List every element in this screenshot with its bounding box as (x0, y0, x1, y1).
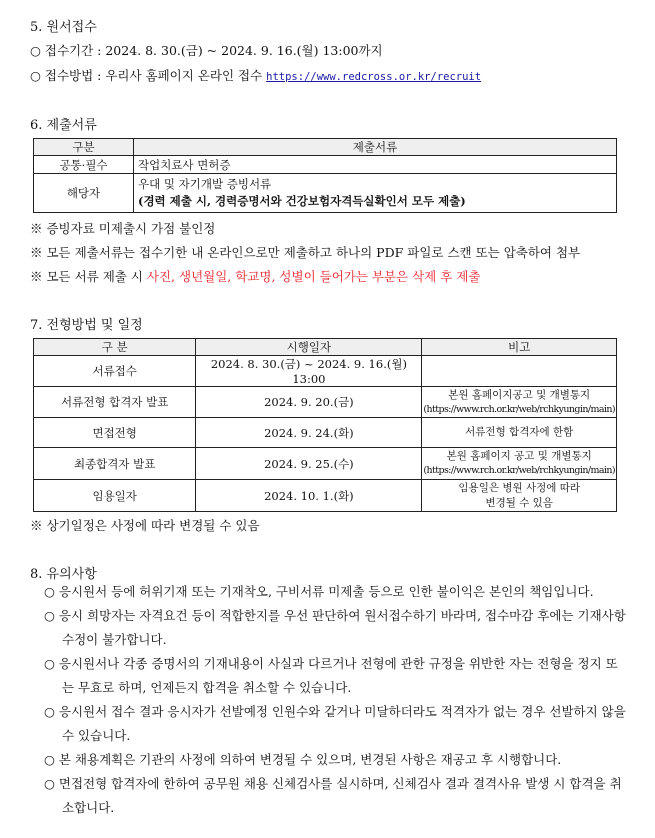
row-category: 해당자 (34, 174, 134, 213)
table-row (34, 156, 617, 174)
section7-title: 7. 전형방법 및 일정 (30, 318, 143, 333)
application-method-label: ○ 접수방법 : 우리사 홈페이지 온라인 접수 (30, 68, 267, 83)
row-documents (134, 156, 617, 174)
table-row (34, 480, 617, 512)
table-row (34, 448, 617, 480)
header-documents: 제출서류 (134, 139, 617, 156)
documents-table (33, 138, 617, 213)
remarks-url: (https://www.rch.or.kr/web/rchkyungin/main) (423, 403, 615, 415)
precaution-item: ○ 응시 희망자는 자격요건 등이 적합한지를 우선 판단하여 원서접수하기 바라며, 접수마감 후에는 기재사항 수정이 불가합니다. (44, 608, 626, 647)
recruit-link[interactable]: https://www.redcross.or.kr/recruit (266, 71, 482, 83)
note-blind (30, 267, 480, 285)
stage-cell: 서류전형 합격자 발표 (34, 387, 196, 418)
remarks-cell (422, 480, 617, 512)
header-category: 구분 (34, 139, 134, 156)
header-date: 시행일자 (196, 339, 422, 356)
row-documents (134, 174, 617, 213)
application-method (30, 66, 481, 84)
precaution-item: ○ 본 채용계획은 기관의 사정에 의하여 변경될 수 있으며, 변경된 사항은 재공고 후 시행합니다. (44, 752, 562, 767)
precaution-item: ○ 응시원서나 각종 증명서의 기재내용이 사실과 다르거나 전형에 관한 규정을 위반한 자는 전형을 정지 또는 무효로 하며, 언제든지 합격을 취소할 수 있습니다. (44, 656, 618, 695)
table-row (34, 174, 617, 213)
note-blind-warning: 사진, 생년월일, 학교명, 성별이 들어가는 부분은 삭제 후 제출 (146, 269, 481, 284)
remarks-line: 본원 홈페이지 공고 및 개별통지 (446, 450, 592, 462)
remarks-cell (422, 356, 617, 387)
application-period: ○ 접수기간 : 2024. 8. 30.(금) ~ 2024. 9. 16.(월) 13:00까지 (30, 43, 383, 58)
table-row (34, 356, 617, 387)
section6-title: 6. 제출서류 (30, 118, 97, 133)
note-online-submit: ※ 모든 제출서류는 접수기한 내 온라인으로만 제출하고 하나의 PDF 파일로 스캔 또는 압축하여 첨부 (30, 245, 581, 260)
section5-title: 5. 원서접수 (30, 20, 97, 35)
remarks-line: 임용일은 병원 사정에 따라 (458, 481, 580, 494)
header-stage: 구 분 (34, 339, 196, 356)
note-evidence: ※ 증빙자료 미제출시 가점 불인정 (30, 221, 216, 236)
note-blind-prefix: ※ 모든 서류 제출 시 (30, 269, 147, 284)
precaution-item: ○ 응시원서 접수 결과 응시자가 선발예정 인원수와 같거나 미달하더라도 적격자가 없는 경우 선발하지 않을 수 있습니다. (44, 704, 626, 743)
remarks-line: 본원 홈페이지공고 및 개별통지 (448, 388, 591, 401)
date-cell: 2024. 9. 25.(수) (196, 448, 422, 480)
remarks-cell (422, 448, 617, 480)
schedule-table (33, 338, 617, 512)
table-row (34, 418, 617, 448)
section8-title: 8. 유의사항 (30, 567, 97, 582)
row-category: 공통·필수 (34, 156, 134, 174)
stage-cell: 면접전형 (34, 418, 196, 448)
documents-line: 우대 및 자기개발 증빙서류 (138, 177, 272, 191)
stage-cell: 최종합격자 발표 (34, 448, 196, 480)
remarks-cell (422, 387, 617, 418)
date-cell: 2024. 8. 30.(금) ~ 2024. 9. 16.(월) 13:00 (196, 356, 422, 387)
date-cell: 2024. 9. 20.(금) (196, 387, 422, 418)
remarks-cell: 서류전형 합격자에 한함 (422, 418, 617, 448)
precautions-list (36, 580, 626, 820)
stage-cell: 임용일자 (34, 480, 196, 512)
remarks-line: 변경될 수 있음 (485, 496, 553, 509)
precaution-item: ○ 면접전형 합격자에 한하여 공무원 채용 신체검사를 실시하며, 신체검사 결과 결격사유 발생 시 합격을 취소합니다. (44, 776, 622, 815)
date-cell: 2024. 9. 24.(화) (196, 418, 422, 448)
documents-line-bold: (경력 제출 시, 경력증명서와 건강보험자격득실확인서 모두 제출) (138, 194, 466, 208)
header-remarks: 비고 (422, 339, 617, 356)
documents-line: 작업치료사 면허증 (138, 157, 231, 172)
date-cell: 2024. 10. 1.(화) (196, 480, 422, 512)
table-row (34, 387, 617, 418)
schedule-note: ※ 상기일정은 사정에 따라 변경될 수 있음 (30, 518, 260, 533)
precaution-item: ○ 응시원서 등에 허위기재 또는 기재착오, 구비서류 미제출 등으로 인한 불이익은 본인의 책임입니다. (44, 584, 594, 599)
remarks-url: (https://www.rch.or.kr/web/rchkyungin/main) (423, 465, 615, 476)
stage-cell: 서류접수 (34, 356, 196, 387)
